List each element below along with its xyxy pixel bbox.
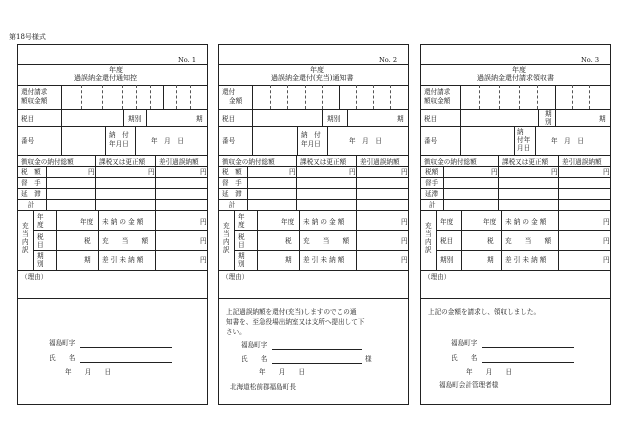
form-title: 過誤納金還付通知控 [74,74,137,82]
form-number: No. 1 [178,56,197,64]
reason-label: （理由） [21,273,48,281]
amount-label: 還付 [222,88,236,96]
form-title: 過誤納金還付(充当)通知書 [271,74,354,82]
address-label: 福島町字 [241,341,268,349]
tax-item-label: 税目 [21,115,35,123]
date-line: 年 月 日 [65,368,112,376]
notice-text: 上記過誤納額を還付(充当)しますのでこの通 [226,308,357,316]
form-number: No. 3 [581,56,600,64]
form-number: No. 2 [379,56,398,64]
name-label: 氏 名 [49,354,76,362]
notice-text: 上記の金額を請求し、領収しました。 [428,308,541,316]
address-label: 福島町字 [49,339,76,347]
fiscal-year-label: 年度 [109,66,123,74]
payment-date-value: 年 月 日 [151,137,184,145]
issuer: 北海道松前郡福島町長 [230,383,296,391]
period-label: 期別 [128,115,142,123]
payment-date-label: 納 付 [109,131,129,139]
name-label: 氏 名 [451,354,478,362]
style-label: 第18号様式 [9,33,46,41]
form-2: No. 2 年度 過誤納金還付(充当)通知書 還付 金額 税目 期別 期 番号 納 付 年月日 年 月 日 徴収金の納付総額 課税又は更正額 差引過誤納額 税 額 円 円 円 督 手 延 滞 計 充当内訳 年 度 年度 未 納 の 金 額 円 税 目 税 充 当 額 円 期 別 期 差 引 未 納 額 円 （理由） 上記過誤納額を還付(充当)しますのでこの通 知書を、至急役場出納室又は支所へ提出して下 さい。 福島町字 氏 名 様 年 月 日 北海道松前郡福島町長 [218,44,409,405]
form-title: 過誤納金還付請求領収書 [477,74,554,82]
issuer: 福島町会計管理者様 [439,381,499,389]
amount-label: 還付請求 [424,88,451,96]
address-label: 福島町字 [451,339,478,347]
number-label: 番号 [21,137,35,145]
form-1: No. 1 年度 過誤納金還付通知控 還付請求 額収金額 税目 期別 期 番号 納 付 年月日 年 月 日 徴収金の納付総額 課税又は更正額 差引過誤納額 税 額 円 円 円 督 手 延 滞 計 充当内訳 年 度 年度 未 納 の 金 額 円 税 目 税 充 当 額 円 期 別 期 差 引 未 納 額 円 （理由） 福島町字 氏 名 年 月 日 [17,44,208,405]
appropriation-label: 充当内訳 [22,222,29,254]
name-label: 氏 名 [241,355,268,363]
amount-label: 還付請求 [21,88,48,96]
date-line: 年 月 日 [259,368,306,376]
form-3: No. 3 年度 過誤納金還付請求領収書 還付請求 額収金額 税目 期 別 期 番号 納 付年 月日 年 月 日 徴収金の納付総額 課税又は更正額 差引過誤納額 税額 円 円 円 督手 延滞 計 充当内訳 年度 年度 未 納 の 金 額 円 税目 税 充 当 額 円 期別 期 差 引 未 納 額 円 （理由） 上記の金額を請求し、領収しました。 福島町字 氏 名 年 月 日 福島町会計管理者様 [420,44,611,405]
date-line: 年 月 日 [466,368,513,376]
